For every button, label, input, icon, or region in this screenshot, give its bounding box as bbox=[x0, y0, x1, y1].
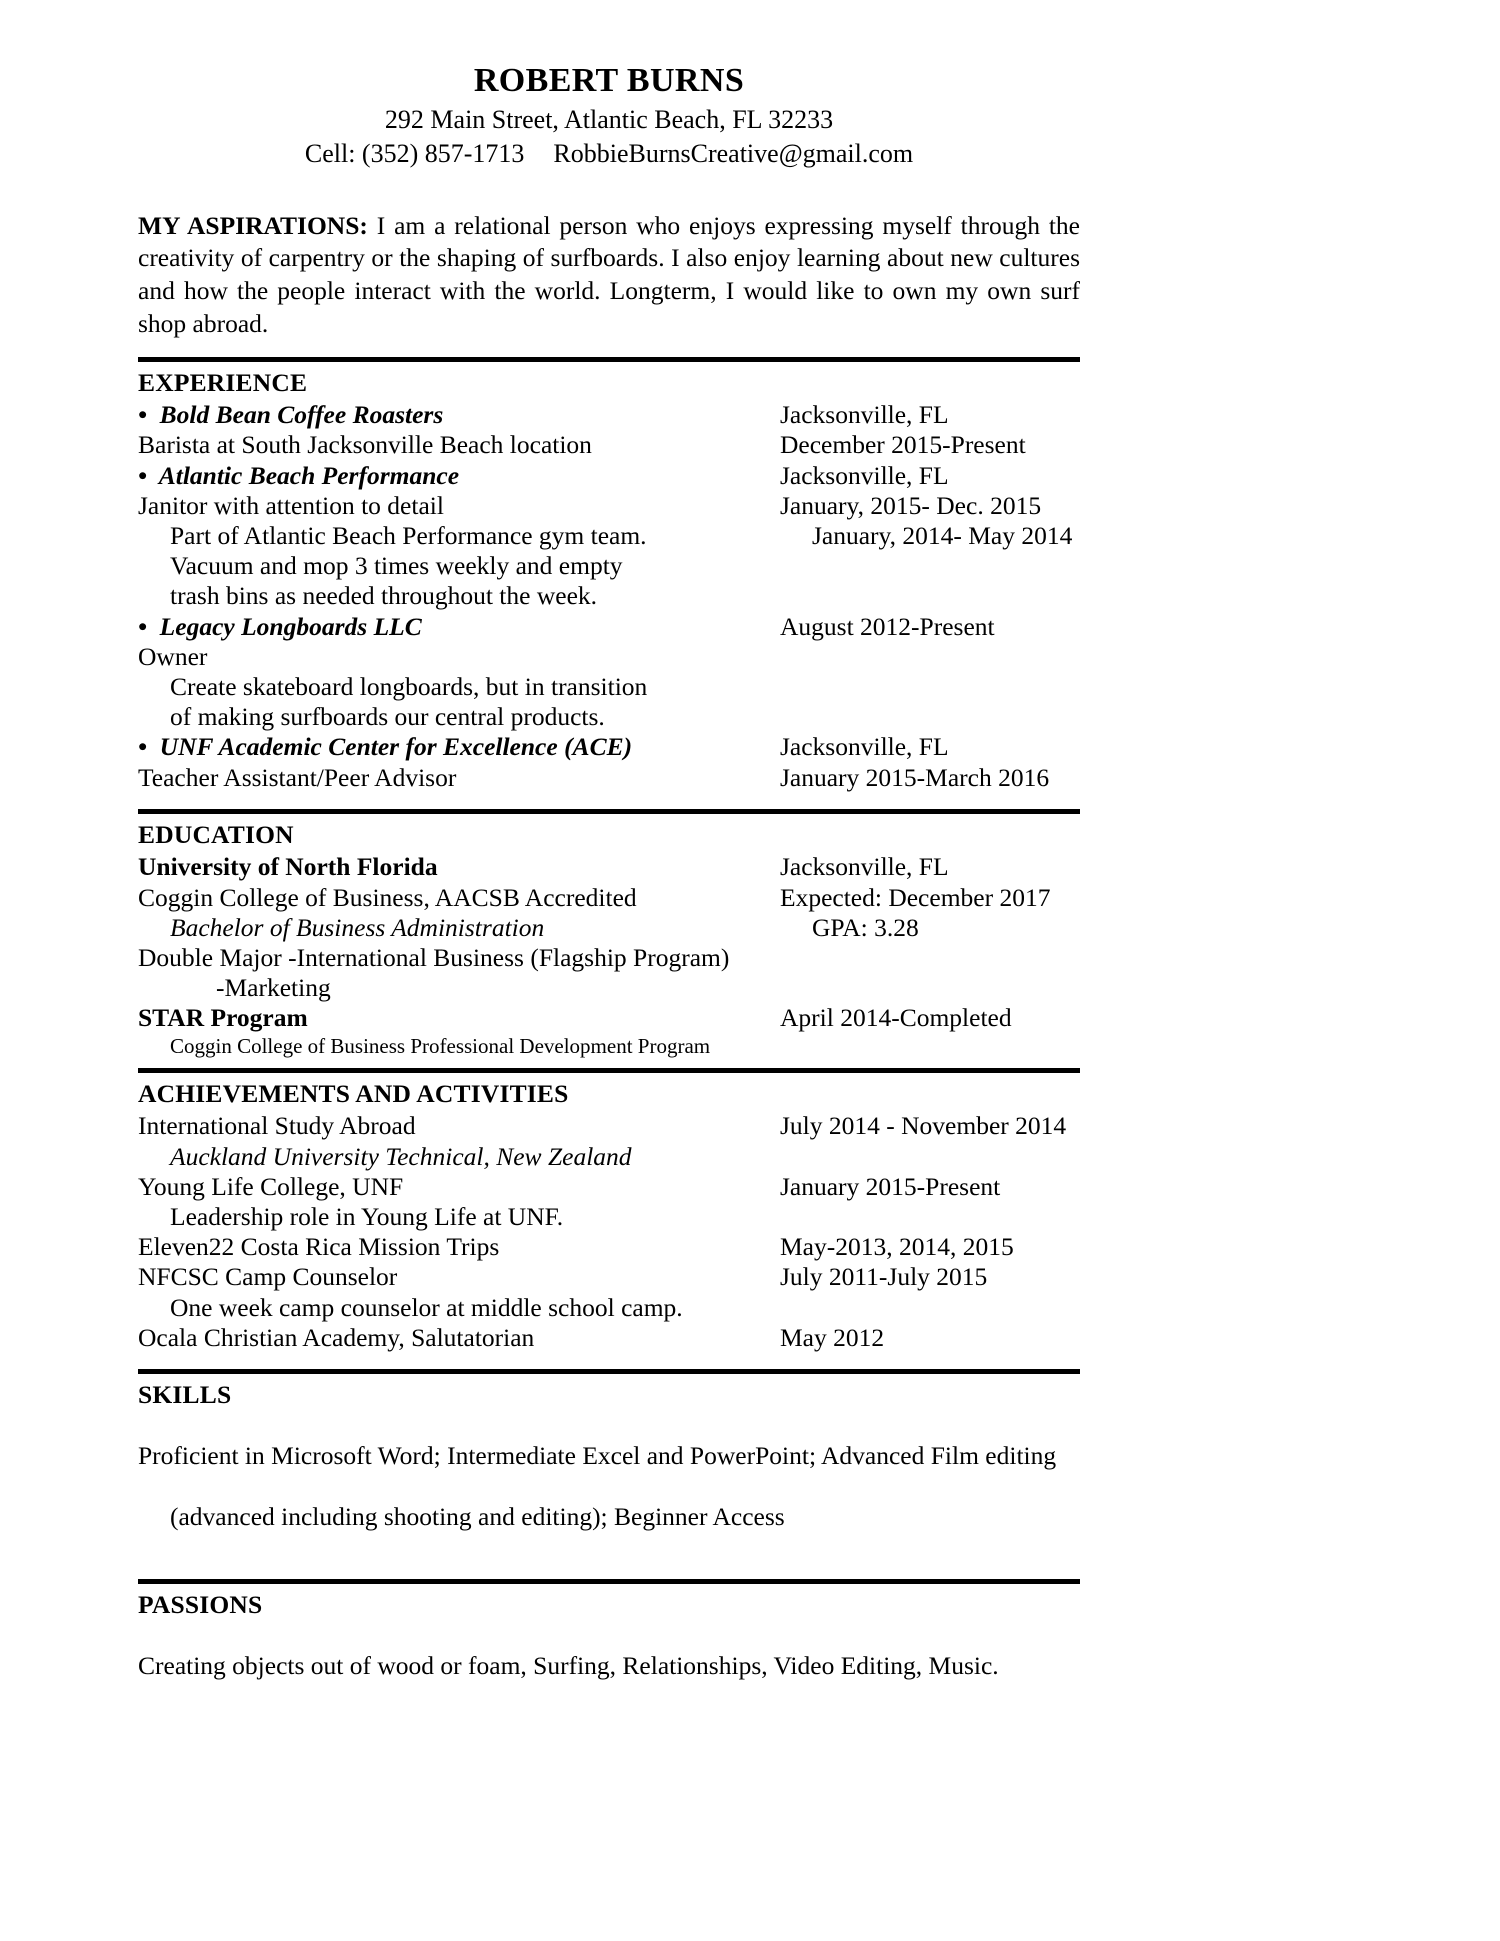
entry-row bbox=[138, 612, 1080, 642]
section-divider bbox=[138, 1369, 1080, 1374]
entry-primary-text: Teacher Assistant/Peer Advisor bbox=[138, 762, 457, 792]
entry-primary-text: University of North Florida bbox=[138, 852, 438, 882]
entry-row bbox=[138, 763, 1080, 793]
entry-row bbox=[138, 702, 1080, 732]
entry-date-location: July 2014 - November 2014 bbox=[780, 1111, 1067, 1141]
aspirations-paragraph bbox=[138, 210, 1080, 341]
entry-primary-text: • Legacy Longboards LLC bbox=[138, 611, 422, 641]
entry-date-location: May 2012 bbox=[780, 1322, 885, 1352]
entry-primary-text: Coggin College of Business Professional Development Program bbox=[170, 1033, 711, 1058]
entry-row bbox=[138, 1293, 1080, 1323]
entry-primary-text: of making surfboards our central products. bbox=[170, 702, 605, 732]
entry-date-location: Jacksonville, FL bbox=[780, 460, 949, 490]
entry-primary-text: • UNF Academic Center for Excellence (ACE) bbox=[138, 732, 633, 762]
entry-date-location: April 2014-Completed bbox=[780, 1003, 1012, 1033]
divider-above-achievements bbox=[138, 1059, 1080, 1073]
entry-primary-text: -Marketing bbox=[216, 973, 331, 1003]
entry-primary-text: • Atlantic Beach Performance bbox=[138, 460, 460, 490]
entry-row bbox=[138, 1323, 1080, 1353]
entry-row bbox=[138, 913, 1080, 943]
section-divider bbox=[138, 357, 1080, 362]
entry-row bbox=[138, 521, 1080, 551]
entry-row bbox=[138, 672, 1080, 702]
resume-content bbox=[138, 0, 1080, 1712]
entry-row bbox=[138, 491, 1080, 521]
entry-row bbox=[138, 642, 1080, 672]
section-heading-achievements: ACHIEVEMENTS AND ACTIVITIES bbox=[138, 1078, 569, 1108]
entry-row bbox=[138, 1111, 1080, 1141]
entry-primary-text: NFCSC Camp Counselor bbox=[138, 1262, 398, 1292]
section-heading-skills: SKILLS bbox=[138, 1380, 232, 1410]
entry-date-location: December 2015-Present bbox=[780, 430, 1026, 460]
entry-primary-text: Create skateboard longboards, but in transition bbox=[170, 672, 648, 701]
achievements-rows bbox=[138, 1111, 1080, 1353]
entry-date-location: GPA: 3.28 bbox=[812, 912, 919, 942]
section-divider bbox=[138, 1579, 1080, 1584]
entry-row bbox=[138, 732, 1080, 762]
passions-line-1: Creating objects out of wood or foam, Surfing, Relationships, Video Editing, Music. bbox=[138, 1651, 999, 1681]
experience-rows bbox=[138, 400, 1080, 793]
entry-date-location: July 2011-July 2015 bbox=[780, 1262, 988, 1292]
skills-line-2: (advanced including shooting and editing); Beginner Access bbox=[170, 1502, 785, 1532]
entry-date-location: Jacksonville, FL bbox=[780, 400, 949, 430]
entry-row bbox=[138, 400, 1080, 430]
entry-row bbox=[138, 883, 1080, 913]
entry-date-location: January 2015-Present bbox=[780, 1171, 1001, 1201]
entry-row bbox=[138, 461, 1080, 491]
entry-row bbox=[138, 973, 1080, 1003]
entry-row bbox=[138, 1202, 1080, 1232]
divider-above-passions bbox=[138, 1563, 1080, 1584]
entry-primary-text: STAR Program bbox=[138, 1003, 308, 1033]
entry-primary-text: Young Life College, UNF bbox=[138, 1171, 404, 1201]
entry-date-location: August 2012-Present bbox=[780, 611, 995, 641]
entry-primary-text: One week camp counselor at middle school camp. bbox=[170, 1292, 683, 1322]
candidate-email[interactable]: RobbieBurnsCreative@gmail.com bbox=[553, 138, 914, 168]
entry-primary-text: trash bins as needed throughout the week. bbox=[170, 581, 598, 611]
skills-body bbox=[138, 1411, 1080, 1563]
entry-primary-text: Double Major -International Business (Flagship Program) bbox=[138, 943, 730, 973]
divider-above-education bbox=[138, 793, 1080, 814]
entry-primary-text: Bachelor of Business Administration bbox=[170, 912, 545, 942]
entry-row bbox=[138, 551, 1080, 581]
entry-date-location: Jacksonville, FL bbox=[780, 732, 949, 762]
passions-body bbox=[138, 1621, 1080, 1712]
entry-primary-text: Leadership role in Young Life at UNF. bbox=[170, 1202, 564, 1232]
entry-row bbox=[138, 943, 1080, 973]
entry-date-location: Jacksonville, FL bbox=[780, 852, 949, 882]
section-divider bbox=[138, 809, 1080, 814]
education-rows bbox=[138, 852, 1080, 1058]
entry-primary-text: Ocala Christian Academy, Salutatorian bbox=[138, 1322, 535, 1352]
aspirations-text: I am a relational person who enjoys expressing myself through the creativity of carpentry or the shaping of surfboards. I also enjoy learning about new cultures and how the people interact with the world. Longterm, I would like to own my own surf shop abroad. bbox=[138, 210, 1080, 338]
entry-primary-text: Coggin College of Business, AACSB Accredited bbox=[138, 882, 637, 912]
candidate-phone: Cell: (352) 857-1713 bbox=[304, 138, 525, 168]
entry-row bbox=[138, 852, 1080, 882]
section-divider bbox=[138, 1068, 1080, 1073]
divider-above-skills bbox=[138, 1353, 1080, 1374]
entry-row bbox=[138, 581, 1080, 611]
candidate-name: ROBERT BURNS bbox=[473, 62, 745, 99]
entry-date-location: January, 2014- May 2014 bbox=[812, 520, 1073, 550]
entry-primary-text: Barista at South Jacksonville Beach location bbox=[138, 430, 592, 460]
entry-primary-text: International Study Abroad bbox=[138, 1111, 416, 1141]
entry-primary-text: Vacuum and mop 3 times weekly and empty bbox=[170, 551, 623, 581]
entry-date-location: January, 2015- Dec. 2015 bbox=[780, 490, 1042, 520]
entry-primary-text: Owner bbox=[138, 641, 208, 671]
entry-row bbox=[138, 1232, 1080, 1262]
section-heading-passions: PASSIONS bbox=[138, 1589, 263, 1619]
entry-row bbox=[138, 1034, 1080, 1059]
resume-header bbox=[138, 0, 1080, 170]
entry-date-location: May-2013, 2014, 2015 bbox=[780, 1232, 1014, 1262]
entry-row bbox=[138, 430, 1080, 460]
candidate-contact-line bbox=[138, 138, 1080, 170]
entry-primary-text: Janitor with attention to detail bbox=[138, 490, 444, 520]
entry-row bbox=[138, 1003, 1080, 1033]
entry-date-location: January 2015-March 2016 bbox=[780, 762, 1050, 792]
entry-row bbox=[138, 1142, 1080, 1172]
entry-primary-text: Part of Atlantic Beach Performance gym team. bbox=[170, 520, 647, 550]
candidate-address: 292 Main Street, Atlantic Beach, FL 32233 bbox=[384, 105, 834, 135]
entry-primary-text: Eleven22 Costa Rica Mission Trips bbox=[138, 1232, 500, 1262]
entry-row bbox=[138, 1262, 1080, 1292]
aspirations-label: MY ASPIRATIONS: bbox=[138, 210, 368, 240]
skills-line-1: Proficient in Microsoft Word; Intermediate Excel and PowerPoint; Advanced Film editing bbox=[138, 1441, 1057, 1471]
section-heading-education: EDUCATION bbox=[138, 819, 294, 849]
section-heading-experience: EXPERIENCE bbox=[138, 367, 308, 397]
entry-primary-text: • Bold Bean Coffee Roasters bbox=[138, 400, 444, 430]
entry-primary-text: Auckland University Technical, New Zealand bbox=[170, 1141, 632, 1171]
entry-row bbox=[138, 1172, 1080, 1202]
divider-above-experience bbox=[138, 341, 1080, 362]
entry-date-location: Expected: December 2017 bbox=[780, 882, 1051, 912]
